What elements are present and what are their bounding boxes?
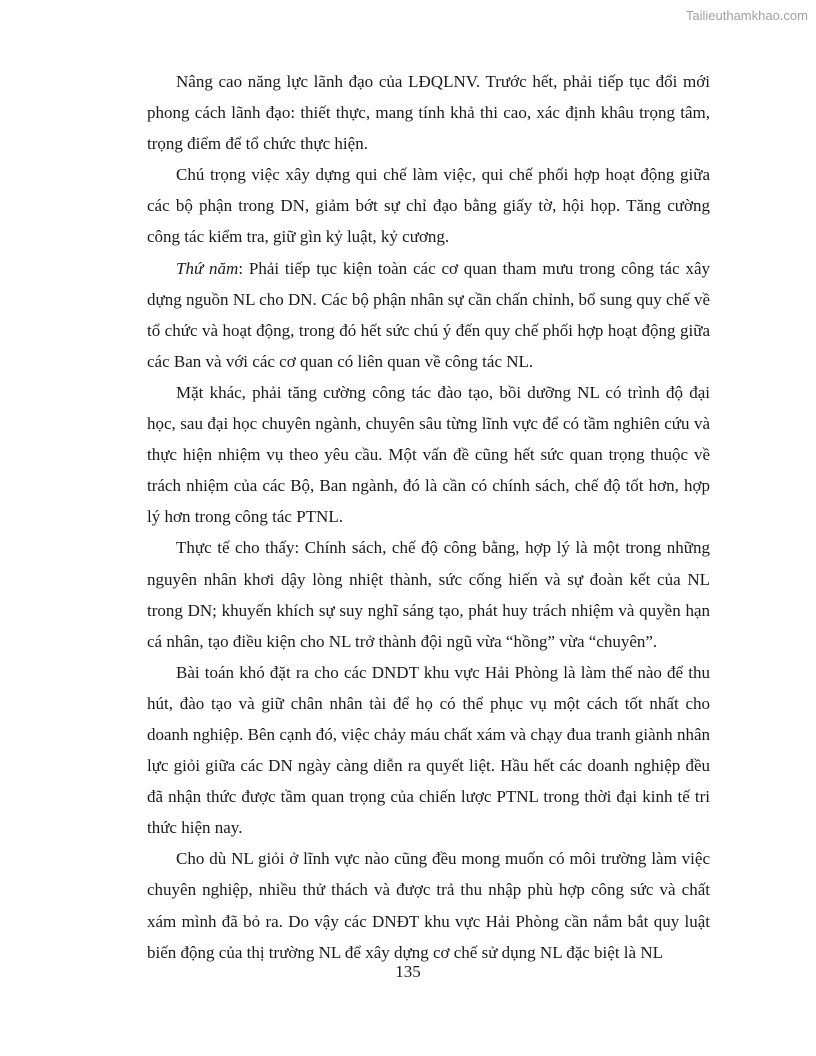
document-body — [147, 66, 710, 968]
paragraph-text: Thực tế cho thấy: Chính sách, chế độ công bằng, hợp lý là một trong những nguyên nhân khơi dậy lòng nhiệt thành, sức cống hiến và sự đoàn kết của NL trong DN; khuyến khích sự suy nghĩ sáng tạo, phát huy trách nhiệm và quyền hạn cá nhân, tạo điều kiện cho NL trở thành đội ngũ vừa “hồng” vừa “chuyên”. — [147, 538, 710, 651]
paragraph — [147, 843, 710, 967]
paragraph — [147, 159, 710, 252]
watermark: Tailieuthamkhao.com — [685, 8, 808, 23]
paragraph-text: Bài toán khó đặt ra cho các DNDT khu vực Hải Phòng là làm thế nào để thu hút, đào tạo và giữ chân nhân tài để họ có thể phục vụ một cách tốt nhất cho doanh nghiệp. Bên cạnh đó, việc chảy máu chất xám và chạy đua tranh giành nhân lực giỏi giữa các DN ngày càng diễn ra quyết liệt. Hầu hết các doanh nghiệp đều đã nhận thức được tầm quan trọng của chiến lược PTNL trong thời đại kinh tế tri thức hiện nay. — [147, 662, 710, 838]
paragraph — [147, 657, 710, 844]
paragraph — [147, 532, 710, 656]
paragraph-text: Nâng cao năng lực lãnh đạo của LĐQLNV. Trước hết, phải tiếp tục đổi mới phong cách lãnh đạo: thiết thực, mang tính khả thi cao, xác định khâu trọng tâm, trọng điểm để tổ chức thực hiện. — [147, 72, 710, 154]
paragraph — [147, 377, 710, 532]
page-number: 135 — [395, 962, 421, 981]
paragraph — [147, 253, 710, 377]
paragraph-text: Cho dù NL giỏi ở lĩnh vực nào cũng đều mong muốn có môi trường làm việc chuyên nghiệp, nhiều thử thách và được trả thu nhập phù hợp công sức và chất xám mình đã bỏ ra. Do vậy các DNĐT khu vực Hải Phòng cần nắm bắt quy luật biến động của thị trường NL để xây dựng cơ chế sử dụng NL đặc biệt là NL — [147, 849, 710, 962]
paragraph-text: Mặt khác, phải tăng cường công tác đào tạo, bồi dưỡng NL có trình độ đại học, sau đại học chuyên ngành, chuyên sâu từng lĩnh vực để có tầm nghiên cứu và thực hiện nhiệm vụ theo yêu cầu. Một vấn đề cũng hết sức quan trọng thuộc về trách nhiệm của các Bộ, Ban ngành, đó là cần có chính sách, chế độ tốt hơn, hợp lý hơn trong công tác PTNL. — [147, 382, 710, 527]
paragraph-lead: Thứ năm — [176, 258, 239, 278]
paragraph-text: : Phải tiếp tục kiện toàn các cơ quan tham mưu trong công tác xây dựng nguồn NL cho DN. Các bộ phận nhân sự cần chấn chỉnh, bổ sung quy chế về tổ chức và hoạt động, trong đó hết sức chú ý đến quy chế phối hợp hoạt động giữa các Ban và với các cơ quan có liên quan về công tác NL. — [147, 258, 710, 371]
paragraph — [147, 66, 710, 159]
paragraph-text: Chú trọng việc xây dựng qui chế làm việc, qui chế phối hợp hoạt động giữa các bộ phận trong DN, giảm bớt sự chỉ đạo bằng giấy tờ, hội họp. Tăng cường công tác kiểm tra, giữ gìn kỷ luật, kỷ cương. — [147, 165, 710, 247]
